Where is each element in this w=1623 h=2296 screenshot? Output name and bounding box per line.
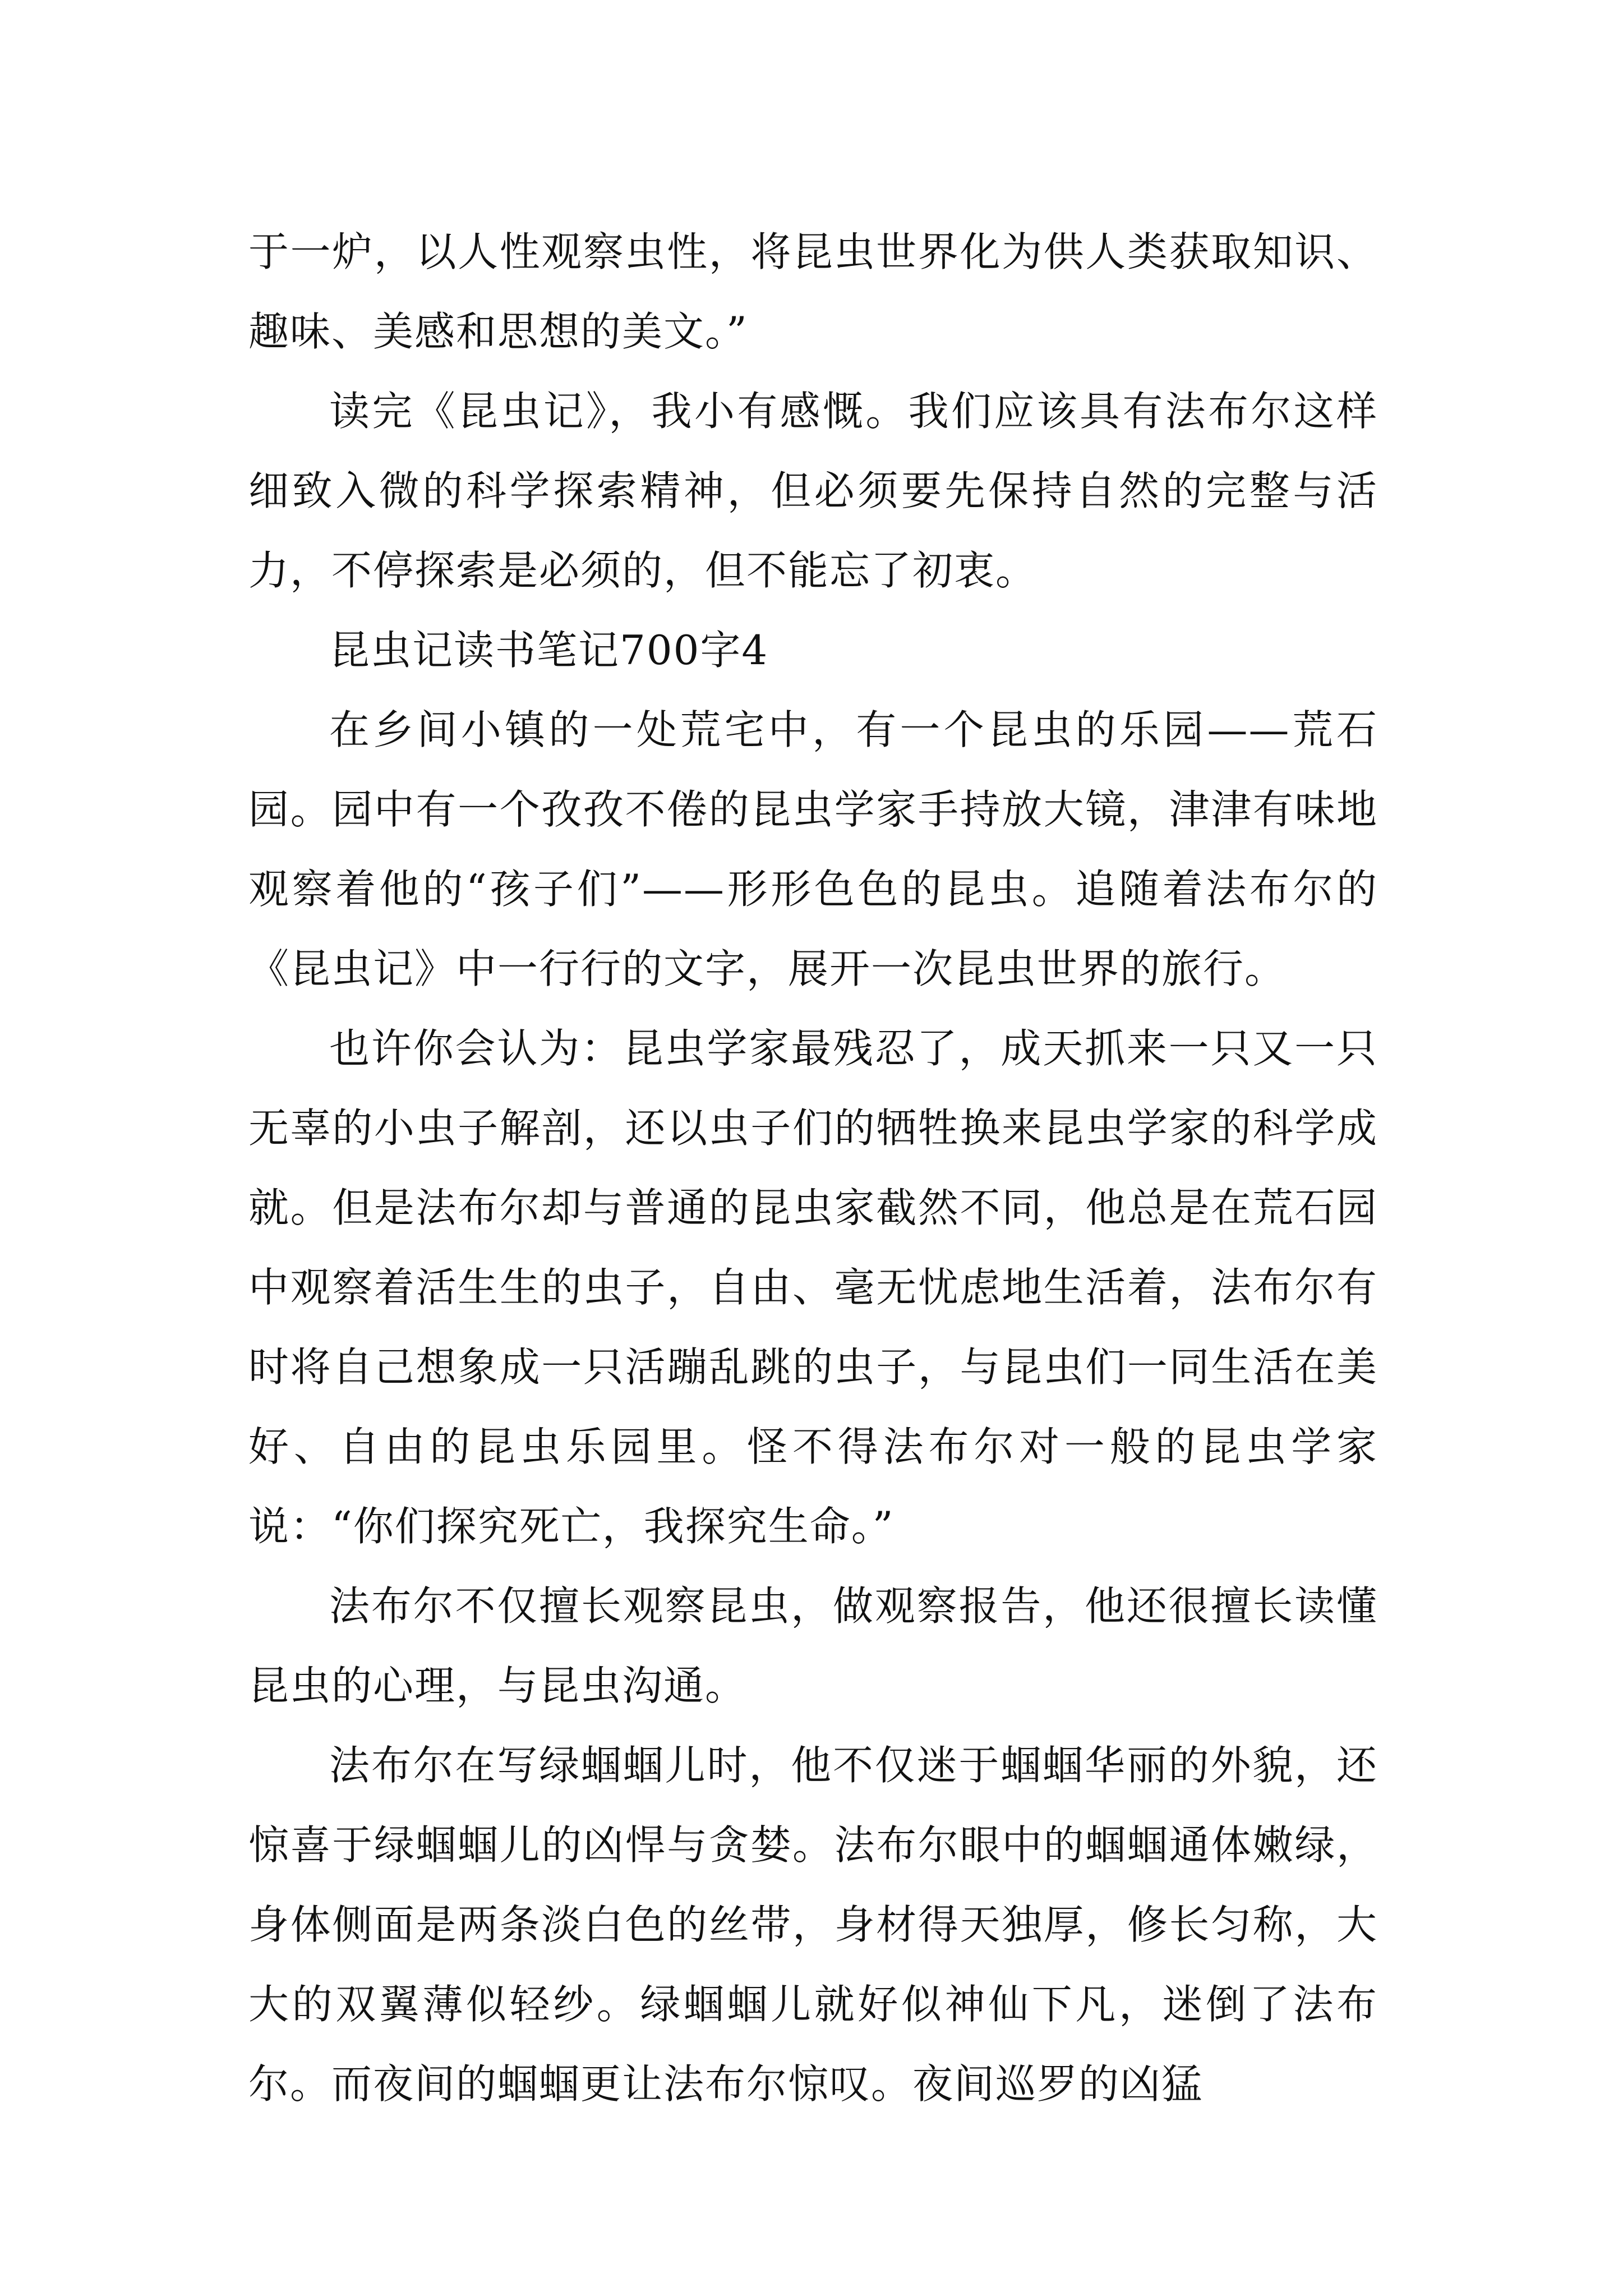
paragraph-reflection: 读完《昆虫记》，我小有感慨。我们应该具有法布尔这样细致入微的科学探索精神，但必须要先保持自然的完整与活力，不停探索是必须的，但不能忘了初衷。 [248, 388, 1378, 594]
body-text [248, 212, 1378, 2124]
paragraph-continuation: 于一炉，以人性观察虫性，将昆虫世界化为供人类获取知识、趣味、美感和思想的美文。” [248, 228, 1378, 355]
section-heading: 昆虫记读书笔记700字4 [329, 627, 769, 674]
paragraph-intro: 在乡间小镇的一处荒宅中，有一个昆虫的乐园——荒石园。园中有一个孜孜不倦的昆虫学家手持放大镜，津津有味地观察着他的“孩子们”——形形色色的昆虫。追随着法布尔的《昆虫记》中一行行的文字，展开一次昆虫世界的旅行。 [248, 706, 1378, 992]
paragraph-observation: 法布尔不仅擅长观察昆虫，做观察报告，他还很擅长读懂昆虫的心理，与昆虫沟通。 [248, 1582, 1378, 1709]
paragraph-entomologist: 也许你会认为：昆虫学家最残忍了，成天抓来一只又一只无辜的小虫子解剖，还以虫子们的牺牲换来昆虫学家的科学成就。但是法布尔却与普通的昆虫家截然不同，他总是在荒石园中观察着活生生的虫子，自由、毫无忧虑地生活着，法布尔有时将自己想象成一只活蹦乱跳的虫子，与昆虫们一同生活在美好、自由的昆虫乐园里。怪不得法布尔对一般的昆虫学家说：“你们探究死亡，我探究生命。” [248, 1025, 1378, 1550]
paragraph-katydid: 法布尔在写绿蝈蝈儿时，他不仅迷于蝈蝈华丽的外貌，还惊喜于绿蝈蝈儿的凶悍与贪婪。法布尔眼中的蝈蝈通体嫩绿，身体侧面是两条淡白色的丝带，身材得天独厚，修长匀称，大大的双翼薄似轻纱。绿蝈蝈儿就好似神仙下凡，迷倒了法布尔。而夜间的蝈蝈更让法布尔惊叹。夜间巡罗的凶猛 [248, 1742, 1378, 2108]
